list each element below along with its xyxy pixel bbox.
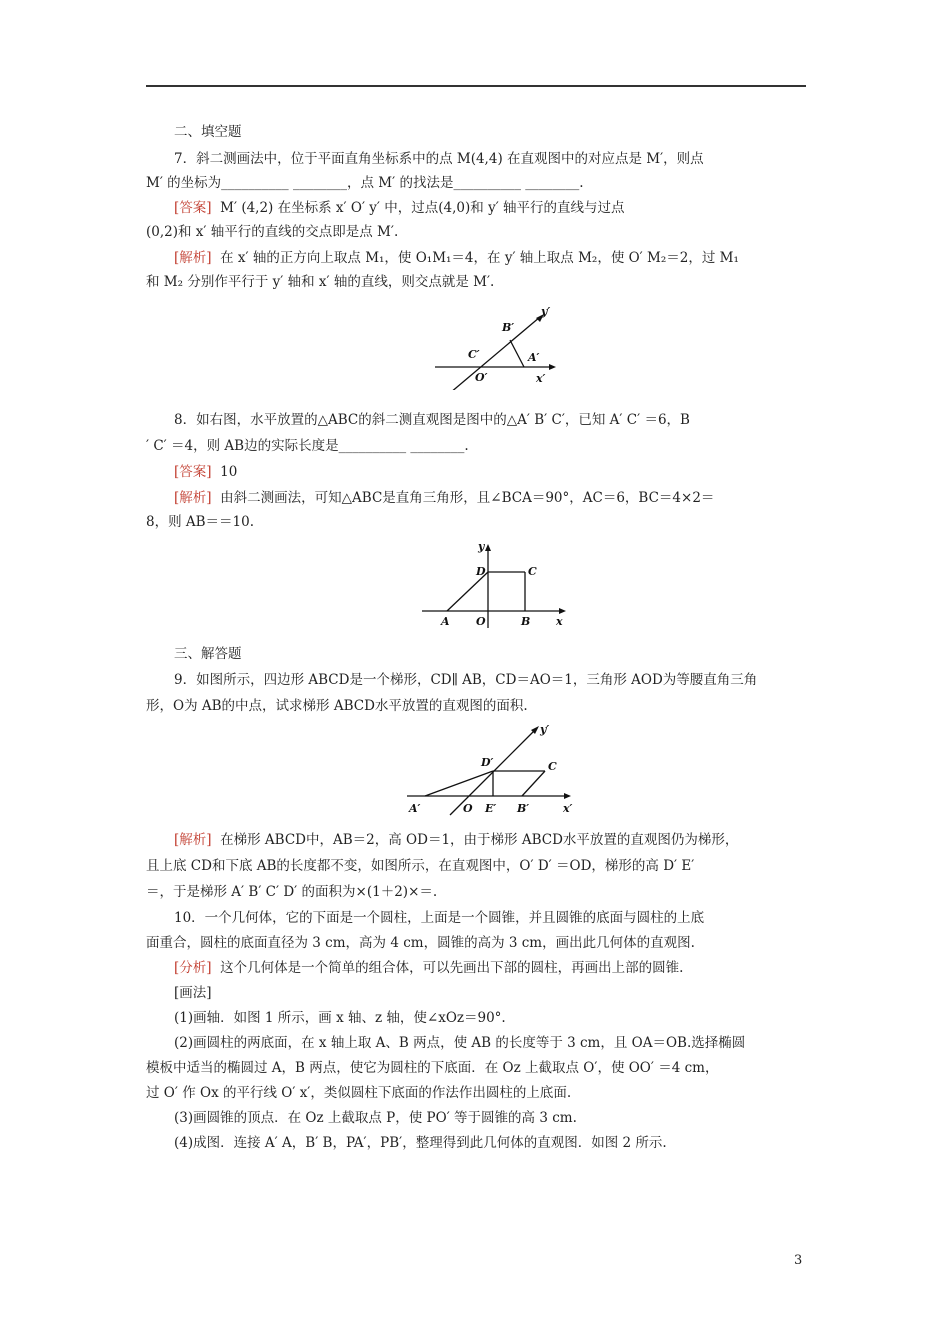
q9-line-1: 9．如图所示，四边形 ABCD是一个梯形，CD∥ AB，CD＝AO＝1，三角形 AOD为等腰直角三角 — [174, 672, 758, 688]
y-axis-arrow-icon — [485, 544, 491, 551]
q8-line-1: 8．如右图，水平放置的△ABC的斜二测直观图是图中的△A′ B′ C′，已知 A′ C′ ＝6，B — [174, 412, 690, 428]
label-x-prime: x′ — [563, 802, 573, 815]
q10-analysis-text: 这个几何体是一个简单的组合体，可以先画出下部的圆柱，再画出上部的圆锥. — [220, 960, 684, 976]
q8-explanation — [174, 488, 714, 508]
segment-c-b — [522, 771, 545, 796]
figure-trapezoid-intuitive — [405, 718, 580, 818]
q8-answer-text: 10 — [220, 464, 238, 480]
header-rule — [146, 85, 806, 87]
label-c-prime: C′ — [468, 348, 480, 361]
q10-step-4: (4)成图．连接 A′ A，B′ B，PA′，PB′，整理得到此几何体的直观图．如图 2 所示. — [174, 1135, 667, 1151]
x-axis-arrow-icon — [549, 364, 556, 370]
label-o: O — [476, 615, 486, 628]
q8-explanation-line-2: 8，则 AB＝＝10. — [146, 514, 255, 530]
q8-explanation-text: 由斜二测画法，可知△ABC是直角三角形，且∠BCA＝90°，AC＝6，BC＝4×2＝ — [220, 490, 715, 506]
label-b-prime: B′ — [502, 321, 515, 334]
q8-line-2: ′ C′ ＝4，则 AB边的实际长度是__________ ________. — [146, 438, 469, 454]
label-a-prime: A′ — [409, 802, 421, 815]
label-a-prime: A′ — [528, 351, 540, 364]
x-axis-arrow-icon — [559, 608, 566, 614]
segment-a-d — [425, 771, 493, 796]
q10-step-3: (3)画圆锥的顶点．在 Oz 上截取点 P，使 PO′ 等于圆锥的高 3 cm. — [174, 1110, 577, 1126]
q10-step-2-line-3: 过 O′ 作 Ox 的平行线 O′ x′，类似圆柱下底面的作法作出圆柱的上底面. — [146, 1085, 572, 1101]
section-heading-fill-blank: 二、填空题 — [174, 124, 242, 140]
label-d: D — [476, 565, 486, 578]
q7-explanation — [174, 248, 739, 268]
label-b-prime: B′ — [517, 802, 530, 815]
answer-label: [答案] — [174, 464, 212, 480]
label-y-prime: y′ — [541, 305, 551, 318]
label-c: C — [548, 760, 557, 773]
label-b: B — [521, 615, 531, 628]
explanation-label: [解析] — [174, 832, 212, 848]
q9-explanation-line-3: ＝，于是梯形 A′ B′ C′ D′ 的面积为×(1＋2)×＝. — [146, 884, 438, 900]
q7-answer-line-2: (0,2)和 x′ 轴平行的直线的交点即是点 M′. — [146, 224, 399, 240]
label-x-prime: x′ — [536, 372, 546, 385]
explanation-label: [解析] — [174, 490, 212, 506]
analysis-label: [分析] — [174, 960, 212, 976]
q9-explanation-line-2: 且上底 CD和下底 AB的长度都不变，如图所示，在直观图中，O′ D′ ＝OD，梯形的高 D′ E′ — [146, 858, 695, 874]
page-number: 3 — [794, 1253, 803, 1268]
label-e-prime: E′ — [485, 802, 497, 815]
figure-right-triangle — [420, 538, 570, 630]
q10-line-2: 面重合，圆柱的底面直径为 3 cm，高为 4 cm，圆锥的高为 3 cm，画出此几何体的直观图. — [146, 935, 695, 951]
label-a: A — [441, 615, 450, 628]
answer-label: [答案] — [174, 200, 212, 216]
q9-line-2: 形，O为 AB的中点，试求梯形 ABCD水平放置的直观图的面积. — [146, 698, 528, 714]
y-prime-axis — [450, 317, 540, 390]
label-c: C — [528, 565, 537, 578]
label-o: O — [463, 802, 473, 815]
segment-b-a — [510, 340, 524, 367]
q10-step-2-line-2: 模板中适当的椭圆过 A，B 两点，使它为圆柱的下底面．在 Oz 上截取点 O′，使 OO′ ＝4 cm， — [146, 1060, 719, 1076]
q7-answer-text: M′ (4,2) 在坐标系 x′ O′ y′ 中，过点(4,0)和 y′ 轴平行的直线与过点 — [220, 200, 625, 216]
q7-explanation-text: 在 x′ 轴的正方向上取点 M₁，使 O₁M₁＝4，在 y′ 轴上取点 M₂，使 O′ M₂＝2，过 M₁ — [220, 250, 739, 266]
label-o-prime: O′ — [475, 371, 488, 384]
q10-analysis — [174, 958, 683, 978]
section-heading-problems: 三、解答题 — [174, 646, 242, 662]
q7-line-1: 7．斜二测画法中，位于平面直角坐标系中的点 M(4,4) 在直观图中的对应点是 M′，则点 — [174, 151, 704, 167]
q10-step-2-line-1: (2)画圆柱的两底面，在 x 轴上取 A、B 两点，使 AB 的长度等于 3 cm，且 OA＝OB.选择椭圆 — [174, 1035, 746, 1051]
explanation-label: [解析] — [174, 250, 212, 266]
q7-explanation-line-2: 和 M₂ 分别作平行于 y′ 轴和 x′ 轴的直线，则交点就是 M′. — [146, 274, 495, 290]
q8-answer — [174, 462, 237, 482]
q7-line-2: M′ 的坐标为__________ ________，点 M′ 的找法是__________ ________. — [146, 175, 584, 191]
q9-explanation — [174, 830, 738, 850]
label-x: x — [556, 615, 563, 628]
q9-explanation-text: 在梯形 ABCD中，AB＝2，高 OD＝1，由于梯形 ABCD水平放置的直观图仍为梯形， — [220, 832, 739, 848]
label-y: y — [478, 540, 485, 553]
q10-step-1: (1)画轴．如图 1 所示，画 x 轴、z 轴，使∠xOz＝90°. — [174, 1010, 506, 1026]
label-d-prime: D′ — [481, 756, 494, 769]
label-y-prime: y′ — [540, 723, 550, 736]
figure-oblique-axes — [430, 305, 565, 390]
x-axis-arrow-icon — [564, 793, 571, 799]
q10-line-1: 10．一个几何体，它的下面是一个圆柱，上面是一个圆锥，并且圆锥的底面与圆柱的上底 — [174, 910, 705, 926]
q10-method-heading: [画法] — [174, 985, 212, 1001]
q7-answer — [174, 198, 625, 218]
